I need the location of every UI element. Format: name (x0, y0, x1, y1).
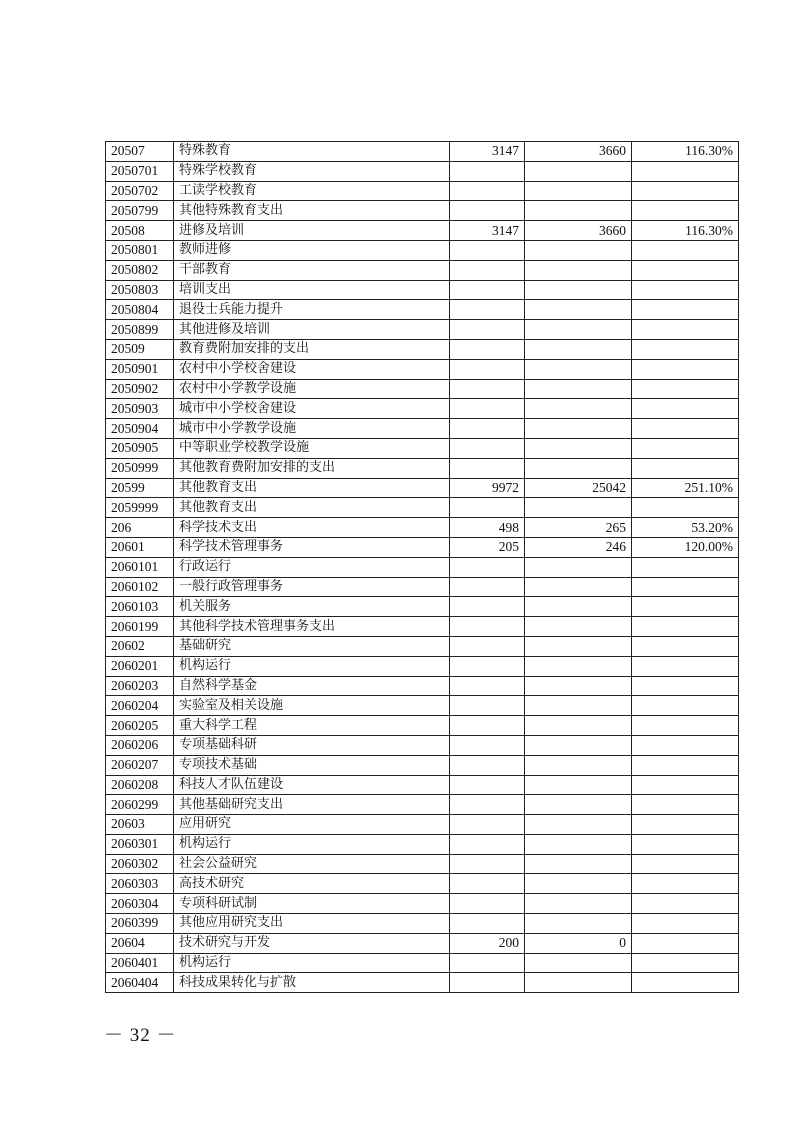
table-row (106, 874, 739, 894)
value-1-cell (450, 320, 525, 340)
value-1-cell (450, 577, 525, 597)
name-cell: 干部教育 (174, 260, 450, 280)
name-cell: 基础研究 (174, 636, 450, 656)
value-2-cell (525, 656, 632, 676)
table-row (106, 339, 739, 359)
name-cell: 机构运行 (174, 656, 450, 676)
value-2-cell (525, 438, 632, 458)
code-cell: 2060302 (106, 854, 174, 874)
name-cell: 机构运行 (174, 834, 450, 854)
value-2-cell (525, 815, 632, 835)
table-row (106, 359, 739, 379)
table-row (106, 478, 739, 498)
code-cell: 2060404 (106, 973, 174, 993)
table-row (106, 557, 739, 577)
name-cell: 进修及培训 (174, 221, 450, 241)
value-2-cell (525, 280, 632, 300)
name-cell: 科学技术管理事务 (174, 537, 450, 557)
code-cell: 2050901 (106, 359, 174, 379)
value-3-cell: 116.30% (632, 221, 739, 241)
value-2-cell (525, 498, 632, 518)
name-cell: 教育费附加安排的支出 (174, 339, 450, 359)
name-cell: 科技人才队伍建设 (174, 775, 450, 795)
name-cell: 专项科研试制 (174, 894, 450, 914)
value-2-cell (525, 894, 632, 914)
table-row (106, 518, 739, 538)
value-2-cell (525, 953, 632, 973)
value-1-cell (450, 735, 525, 755)
code-cell: 2050702 (106, 181, 174, 201)
code-cell: 2060102 (106, 577, 174, 597)
code-cell: 2050804 (106, 300, 174, 320)
value-3-cell (632, 359, 739, 379)
value-1-cell (450, 775, 525, 795)
code-cell: 2060401 (106, 953, 174, 973)
value-2-cell (525, 379, 632, 399)
table-row (106, 795, 739, 815)
table-row (106, 854, 739, 874)
name-cell: 农村中小学教学设施 (174, 379, 450, 399)
name-cell: 城市中小学教学设施 (174, 419, 450, 439)
table-row (106, 201, 739, 221)
value-1-cell (450, 339, 525, 359)
value-2-cell (525, 339, 632, 359)
value-2-cell (525, 795, 632, 815)
code-cell: 2050899 (106, 320, 174, 340)
value-2-cell (525, 399, 632, 419)
name-cell: 农村中小学校舍建设 (174, 359, 450, 379)
value-3-cell (632, 260, 739, 280)
table-row (106, 240, 739, 260)
value-1-cell (450, 617, 525, 637)
page-number: － 32 － (104, 1025, 177, 1046)
code-cell: 2060299 (106, 795, 174, 815)
code-cell: 20509 (106, 339, 174, 359)
value-3-cell (632, 815, 739, 835)
value-2-cell (525, 240, 632, 260)
value-1-cell (450, 240, 525, 260)
name-cell: 技术研究与开发 (174, 933, 450, 953)
value-3-cell (632, 280, 739, 300)
name-cell: 科技成果转化与扩散 (174, 973, 450, 993)
table-row (106, 735, 739, 755)
value-2-cell (525, 834, 632, 854)
value-2-cell: 265 (525, 518, 632, 538)
table-row (106, 716, 739, 736)
value-2-cell (525, 577, 632, 597)
name-cell: 工读学校教育 (174, 181, 450, 201)
budget-table (105, 141, 739, 993)
value-1-cell (450, 438, 525, 458)
value-3-cell (632, 973, 739, 993)
value-1-cell (450, 419, 525, 439)
code-cell: 2060207 (106, 755, 174, 775)
value-3-cell (632, 755, 739, 775)
name-cell: 其他科学技术管理事务支出 (174, 617, 450, 637)
code-cell: 2050802 (106, 260, 174, 280)
value-3-cell (632, 636, 739, 656)
value-3-cell (632, 597, 739, 617)
value-3-cell (632, 735, 739, 755)
name-cell: 其他进修及培训 (174, 320, 450, 340)
value-1-cell (450, 894, 525, 914)
table-row (106, 161, 739, 181)
value-1-cell (450, 874, 525, 894)
table-row (106, 577, 739, 597)
code-cell: 2050903 (106, 399, 174, 419)
value-3-cell (632, 399, 739, 419)
value-2-cell (525, 755, 632, 775)
value-1-cell (450, 161, 525, 181)
table-row (106, 498, 739, 518)
value-2-cell: 246 (525, 537, 632, 557)
value-1-cell (450, 300, 525, 320)
name-cell: 教师进修 (174, 240, 450, 260)
table-row (106, 379, 739, 399)
table-row (106, 419, 739, 439)
value-3-cell (632, 320, 739, 340)
value-3-cell (632, 498, 739, 518)
value-1-cell (450, 716, 525, 736)
code-cell: 2060206 (106, 735, 174, 755)
value-3-cell (632, 914, 739, 934)
value-3-cell (632, 854, 739, 874)
value-2-cell (525, 914, 632, 934)
value-2-cell (525, 874, 632, 894)
table-row (106, 914, 739, 934)
value-2-cell (525, 696, 632, 716)
value-3-cell (632, 617, 739, 637)
name-cell: 中等职业学校教学设施 (174, 438, 450, 458)
value-1-cell (450, 260, 525, 280)
code-cell: 2060304 (106, 894, 174, 914)
name-cell: 科学技术支出 (174, 518, 450, 538)
value-3-cell (632, 181, 739, 201)
table-row (106, 597, 739, 617)
value-2-cell (525, 617, 632, 637)
value-1-cell (450, 696, 525, 716)
code-cell: 20507 (106, 142, 174, 162)
table-row (106, 260, 739, 280)
name-cell: 专项基础科研 (174, 735, 450, 755)
value-3-cell (632, 933, 739, 953)
code-cell: 20603 (106, 815, 174, 835)
table-row (106, 617, 739, 637)
name-cell: 机构运行 (174, 953, 450, 973)
table-row (106, 676, 739, 696)
code-cell: 2060303 (106, 874, 174, 894)
code-cell: 20508 (106, 221, 174, 241)
value-2-cell (525, 597, 632, 617)
value-1-cell (450, 181, 525, 201)
code-cell: 2050801 (106, 240, 174, 260)
value-2-cell (525, 854, 632, 874)
value-1-cell (450, 498, 525, 518)
name-cell: 自然科学基金 (174, 676, 450, 696)
value-2-cell (525, 359, 632, 379)
code-cell: 20604 (106, 933, 174, 953)
name-cell: 培训支出 (174, 280, 450, 300)
value-1-cell: 3147 (450, 142, 525, 162)
value-3-cell (632, 676, 739, 696)
value-3-cell (632, 696, 739, 716)
name-cell: 退役士兵能力提升 (174, 300, 450, 320)
value-2-cell: 0 (525, 933, 632, 953)
value-1-cell (450, 656, 525, 676)
value-3-cell (632, 894, 739, 914)
value-3-cell (632, 300, 739, 320)
value-3-cell (632, 438, 739, 458)
value-1-cell: 498 (450, 518, 525, 538)
value-1-cell (450, 795, 525, 815)
table-row (106, 973, 739, 993)
value-1-cell (450, 834, 525, 854)
code-cell: 2060205 (106, 716, 174, 736)
value-3-cell (632, 419, 739, 439)
value-1-cell (450, 597, 525, 617)
table-row (106, 399, 739, 419)
value-2-cell (525, 458, 632, 478)
name-cell: 其他教育支出 (174, 478, 450, 498)
code-cell: 2050902 (106, 379, 174, 399)
value-1-cell (450, 359, 525, 379)
name-cell: 高技术研究 (174, 874, 450, 894)
name-cell: 其他应用研究支出 (174, 914, 450, 934)
name-cell: 社会公益研究 (174, 854, 450, 874)
value-3-cell (632, 716, 739, 736)
name-cell: 行政运行 (174, 557, 450, 577)
code-cell: 2060204 (106, 696, 174, 716)
value-2-cell: 25042 (525, 478, 632, 498)
table-row (106, 320, 739, 340)
value-3-cell (632, 874, 739, 894)
value-3-cell (632, 557, 739, 577)
name-cell: 其他特殊教育支出 (174, 201, 450, 221)
table-body (106, 142, 739, 993)
value-2-cell: 3660 (525, 142, 632, 162)
value-2-cell (525, 557, 632, 577)
value-3-cell (632, 656, 739, 676)
code-cell: 2059999 (106, 498, 174, 518)
value-2-cell (525, 161, 632, 181)
name-cell: 专项技术基础 (174, 755, 450, 775)
value-3-cell (632, 379, 739, 399)
value-2-cell (525, 636, 632, 656)
value-3-cell: 116.30% (632, 142, 739, 162)
code-cell: 20601 (106, 537, 174, 557)
value-2-cell (525, 181, 632, 201)
value-2-cell: 3660 (525, 221, 632, 241)
table-row (106, 221, 739, 241)
name-cell: 一般行政管理事务 (174, 577, 450, 597)
table-row (106, 280, 739, 300)
value-1-cell (450, 636, 525, 656)
table-row (106, 933, 739, 953)
table-row (106, 636, 739, 656)
value-1-cell (450, 399, 525, 419)
table-row (106, 458, 739, 478)
code-cell: 2060103 (106, 597, 174, 617)
value-3-cell (632, 240, 739, 260)
code-cell: 2060301 (106, 834, 174, 854)
table-row (106, 815, 739, 835)
value-1-cell (450, 458, 525, 478)
code-cell: 2060203 (106, 676, 174, 696)
table-row (106, 142, 739, 162)
code-cell: 2050799 (106, 201, 174, 221)
name-cell: 应用研究 (174, 815, 450, 835)
value-1-cell: 3147 (450, 221, 525, 241)
value-1-cell (450, 914, 525, 934)
table-row (106, 438, 739, 458)
value-3-cell (632, 953, 739, 973)
code-cell: 2050701 (106, 161, 174, 181)
table-row (106, 300, 739, 320)
value-2-cell (525, 320, 632, 340)
value-2-cell (525, 775, 632, 795)
code-cell: 2060208 (106, 775, 174, 795)
code-cell: 2050999 (106, 458, 174, 478)
table-row (106, 181, 739, 201)
code-cell: 20599 (106, 478, 174, 498)
value-1-cell (450, 557, 525, 577)
code-cell: 2050803 (106, 280, 174, 300)
value-1-cell: 9972 (450, 478, 525, 498)
value-1-cell (450, 676, 525, 696)
value-3-cell (632, 775, 739, 795)
table-row (106, 834, 739, 854)
name-cell: 城市中小学校舍建设 (174, 399, 450, 419)
code-cell: 2050904 (106, 419, 174, 439)
value-3-cell: 251.10% (632, 478, 739, 498)
value-2-cell (525, 973, 632, 993)
value-3-cell (632, 339, 739, 359)
value-2-cell (525, 300, 632, 320)
table-row (106, 755, 739, 775)
name-cell: 重大科学工程 (174, 716, 450, 736)
value-3-cell (632, 201, 739, 221)
name-cell: 其他教育支出 (174, 498, 450, 518)
name-cell: 实验室及相关设施 (174, 696, 450, 716)
table-row (106, 775, 739, 795)
value-1-cell (450, 280, 525, 300)
value-1-cell (450, 953, 525, 973)
value-1-cell: 200 (450, 933, 525, 953)
value-3-cell (632, 577, 739, 597)
value-1-cell (450, 854, 525, 874)
value-1-cell (450, 815, 525, 835)
value-2-cell (525, 735, 632, 755)
value-2-cell (525, 260, 632, 280)
table-row (106, 894, 739, 914)
code-cell: 2060101 (106, 557, 174, 577)
name-cell: 特殊学校教育 (174, 161, 450, 181)
value-2-cell (525, 676, 632, 696)
value-3-cell: 120.00% (632, 537, 739, 557)
table-row (106, 656, 739, 676)
value-3-cell (632, 795, 739, 815)
table-row (106, 537, 739, 557)
value-1-cell: 205 (450, 537, 525, 557)
value-3-cell (632, 834, 739, 854)
name-cell: 机关服务 (174, 597, 450, 617)
table-row (106, 953, 739, 973)
code-cell: 2060201 (106, 656, 174, 676)
value-2-cell (525, 716, 632, 736)
value-3-cell (632, 458, 739, 478)
value-1-cell (450, 755, 525, 775)
value-2-cell (525, 419, 632, 439)
name-cell: 其他基础研究支出 (174, 795, 450, 815)
code-cell: 2050905 (106, 438, 174, 458)
value-1-cell (450, 201, 525, 221)
value-1-cell (450, 973, 525, 993)
value-2-cell (525, 201, 632, 221)
code-cell: 206 (106, 518, 174, 538)
value-3-cell: 53.20% (632, 518, 739, 538)
code-cell: 2060199 (106, 617, 174, 637)
code-cell: 2060399 (106, 914, 174, 934)
name-cell: 特殊教育 (174, 142, 450, 162)
name-cell: 其他教育费附加安排的支出 (174, 458, 450, 478)
value-3-cell (632, 161, 739, 181)
code-cell: 20602 (106, 636, 174, 656)
value-1-cell (450, 379, 525, 399)
table-row (106, 696, 739, 716)
